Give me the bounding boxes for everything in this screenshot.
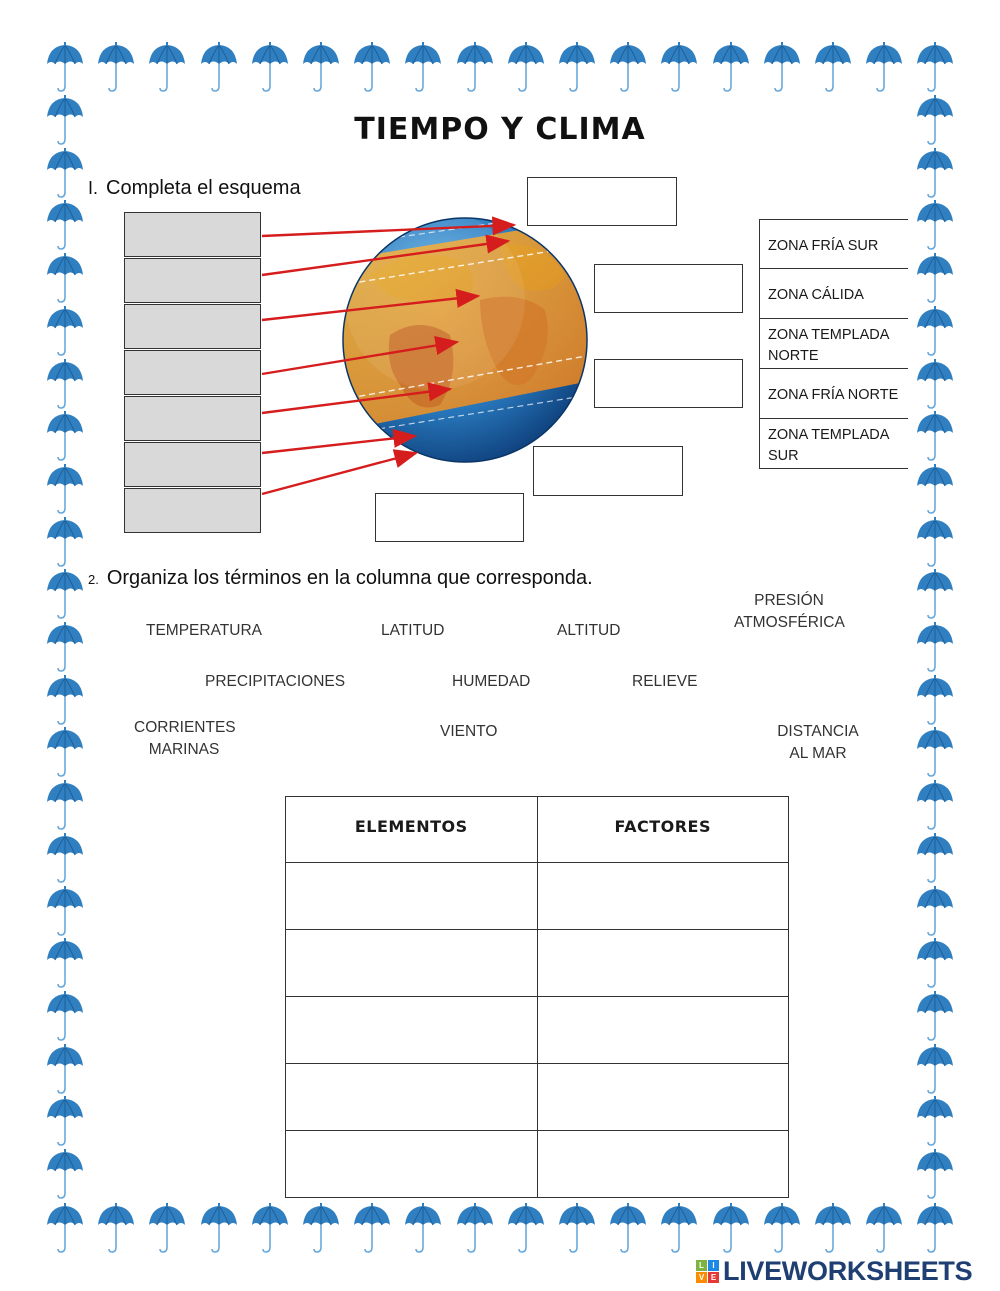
answer-box-bottom[interactable] [375,493,524,542]
arrow-2 [262,241,508,275]
zone-word-bank [759,219,908,469]
zone-item[interactable]: ZONA FRÍA NORTE [759,369,908,419]
term-line: AL MAR [789,745,847,762]
zone-item[interactable]: ZONA CÁLIDA [759,269,908,319]
term-line: DISTANCIA [777,723,859,740]
page-title: TIEMPO Y CLIMA [354,112,646,147]
table-cell[interactable] [286,1064,538,1131]
table-cell[interactable] [537,1064,789,1131]
zone-item[interactable]: ZONA TEMPLADA NORTE [759,319,908,369]
column-header-factores: FACTORES [537,797,789,863]
table-cell[interactable] [286,863,538,930]
term-altitud[interactable]: ALTITUD [557,622,621,639]
table-cell[interactable] [537,997,789,1064]
term-line: ATMOSFÉRICA [734,614,845,631]
section-2-text: Organiza los términos en la columna que corresponda. [106,567,593,589]
liveworksheets-logo-icon [696,1260,719,1283]
term-distancia-al-mar[interactable] [768,721,868,765]
arrow-4 [262,342,457,374]
term-temperatura[interactable]: TEMPERATURA [146,622,262,639]
term-precipitaciones[interactable]: PRECIPITACIONES [205,673,346,690]
term-line: CORRIENTES [134,719,236,736]
table-cell[interactable] [286,997,538,1064]
term-corrientes-marinas[interactable] [134,717,234,761]
arrow-7 [262,453,416,494]
section-1-text: Completa el esquema [106,177,301,199]
zone-item[interactable]: ZONA TEMPLADA SUR [759,419,908,469]
section-2-heading [88,567,593,590]
table-cell[interactable] [537,863,789,930]
column-header-elementos: ELEMENTOS [286,797,538,863]
term-latitud[interactable]: LATITUD [381,622,445,639]
term-viento[interactable]: VIENTO [440,723,498,740]
logo-letter: I [708,1260,719,1271]
arrow-3 [262,296,478,320]
section-2-number: 2. [88,572,99,587]
term-humedad[interactable]: HUMEDAD [452,673,531,690]
classification-table [285,796,789,1198]
liveworksheets-brand [696,1254,972,1288]
table-cell[interactable] [286,930,538,997]
logo-letter: L [696,1260,707,1271]
zone-item[interactable]: ZONA FRÍA SUR [759,219,908,269]
table-cell[interactable] [537,1131,789,1198]
term-relieve[interactable]: RELIEVE [632,673,698,690]
answer-box-right-1[interactable] [594,264,743,313]
answer-box-top[interactable] [527,177,677,226]
table-cell[interactable] [286,1131,538,1198]
arrow-5 [262,389,450,413]
logo-letter: V [696,1272,707,1283]
term-line: MARINAS [148,741,220,758]
logo-letter: E [708,1272,719,1283]
term-line: PRESIÓN [754,592,824,609]
brand-name: LIVEWORKSHEETS [723,1255,973,1286]
arrow-1 [262,225,514,236]
answer-box-right-3[interactable] [533,446,683,496]
term-presion-atmosferica[interactable] [734,590,844,634]
table-cell[interactable] [537,930,789,997]
section-1-number: I. [88,178,99,198]
answer-box-right-2[interactable] [594,359,743,408]
arrow-6 [262,436,415,453]
